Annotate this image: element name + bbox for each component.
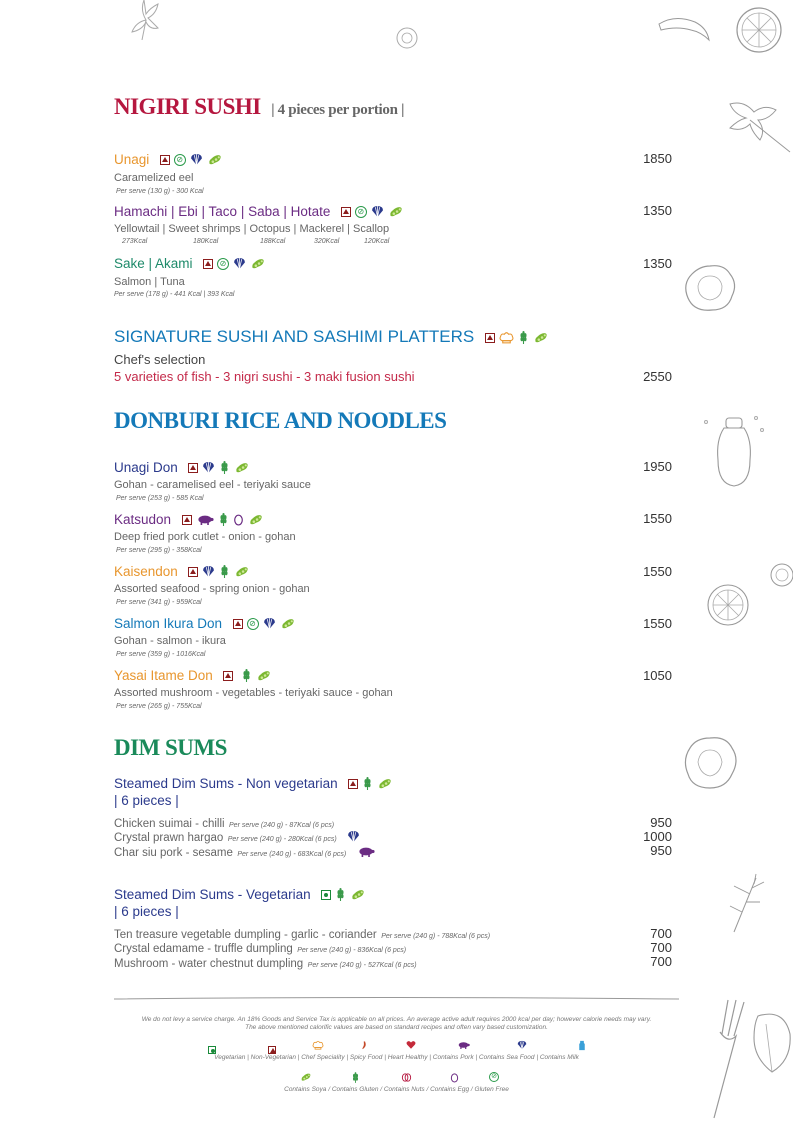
seafood-icon: [263, 617, 276, 630]
gluten-free-icon: ⊘: [489, 1072, 499, 1082]
item-description: Yellowtail | Sweet shrimps | Octopus | Mackerel | Scallop: [114, 223, 390, 235]
seafood-icon: [233, 257, 246, 270]
soya-icon: [377, 777, 393, 790]
chef-icon: [499, 331, 514, 344]
dimsums-nonveg-header: [114, 775, 393, 793]
dimsums-veg-header: [114, 886, 366, 904]
non-veg-icon: [348, 779, 358, 789]
chef-icon: [312, 1040, 324, 1050]
item-calories: Per serve (240 g) - 87Kcal (6 pcs): [229, 822, 335, 829]
spicy-icon: [360, 1040, 369, 1050]
item-calories: Per serve (240 g) - 527Kcal (6 pcs): [307, 962, 417, 969]
menu-item-kaisendon: [114, 563, 250, 581]
soya-icon: [280, 617, 296, 630]
nuts-icon: [401, 1072, 412, 1083]
item-name: Mushroom - water chestnut dumpling: [114, 958, 304, 970]
dimsums-nonveg-title: Steamed Dim Sums - Non vegetarian: [114, 776, 338, 791]
menu-item-sake-akami: [114, 255, 266, 273]
seafood-icon: [347, 830, 360, 843]
item-price: 1950: [643, 459, 672, 474]
egg-icon: [450, 1072, 459, 1083]
legend-icons-row-1: [0, 1040, 793, 1052]
item-name: Crystal edamame - truffle dumpling: [114, 943, 293, 955]
item-description: Gohan - salmon - ikura: [114, 635, 226, 647]
signature-section-header: [114, 327, 549, 347]
legend-labels-2: Contains Soya / Contains Gluten / Contains Nuts / Contains Egg / Gluten Free: [284, 1086, 509, 1093]
item-calories: Per serve (240 g) - 788Kcal (6 pcs): [381, 933, 491, 940]
non-veg-icon: [203, 259, 213, 269]
pepper-illustration-icon: [680, 262, 740, 314]
menu-item-yasai-itame-don: [114, 667, 272, 685]
nigiri-subtitle: | 4 pieces per portion |: [271, 102, 405, 118]
item-name: Hamachi | Ebi | Taco | Saba | Hotate: [114, 204, 331, 219]
footer-divider: [114, 996, 679, 1002]
chili-illustration-icon: [655, 10, 713, 46]
donburi-title: DONBURI RICE AND NOODLES: [114, 408, 447, 433]
item-name: Kaisendon: [114, 564, 178, 579]
non-veg-icon: [188, 567, 198, 577]
veg-icon: [321, 890, 331, 900]
item-calories: Per serve (178 g) - 441 Kcal | 393 Kcal: [114, 291, 235, 298]
item-calories: 273Kcal: [122, 238, 148, 245]
soya-icon: [533, 331, 549, 344]
non-veg-icon: [233, 619, 243, 629]
seafood-icon: [202, 565, 215, 578]
seafood-icon: [202, 461, 215, 474]
soya-icon: [248, 513, 264, 526]
item-description: Assorted mushroom - vegetables - teriyaki sauce - gohan: [114, 687, 393, 699]
item-calories: Per serve (265 g) - 755Kcal: [116, 703, 202, 710]
item-price: 1350: [643, 256, 672, 271]
signature-price: 2550: [643, 369, 672, 384]
item-name: Chicken suimai - chilli: [114, 818, 225, 830]
gluten-icon: [241, 669, 252, 682]
gluten-icon: [218, 513, 229, 526]
item-price: 1550: [643, 616, 672, 631]
item-name: Crystal prawn hargao: [114, 832, 224, 844]
veg-icon: [208, 1046, 216, 1054]
soya-icon: [350, 888, 366, 901]
item-name: Unagi: [114, 152, 150, 167]
gluten-icon: [219, 565, 230, 578]
seafood-icon: [371, 205, 384, 218]
pork-icon: [457, 1041, 470, 1049]
dill-illustration-icon: [726, 872, 770, 934]
non-veg-icon: [268, 1046, 276, 1054]
non-veg-icon: [160, 155, 170, 165]
item-calories: 180Kcal: [193, 238, 219, 245]
milk-icon: [578, 1040, 586, 1051]
soya-icon: [388, 205, 404, 218]
non-veg-icon: [485, 333, 495, 343]
non-veg-icon: [188, 463, 198, 473]
item-name: Yasai Itame Don: [114, 668, 213, 683]
soya-icon: [256, 669, 272, 682]
item-name: Katsudon: [114, 512, 172, 527]
pork-icon: [357, 846, 375, 857]
legend-icons-row-2: [0, 1072, 793, 1084]
pork-icon: [196, 514, 214, 525]
footer-note-2: The above mentioned calorific values are based on standard recipes and often vary based customization.: [245, 1024, 548, 1031]
item-calories: Per serve (240 g) - 836Kcal (6 pcs): [297, 947, 407, 954]
menu-item-katsudon: [114, 511, 264, 529]
item-price: 1850: [643, 151, 672, 166]
menu-item-unagi: [114, 151, 223, 169]
menu-item-hamachi: [114, 203, 404, 221]
item-name: Unagi Don: [114, 460, 178, 475]
item-price: 1050: [643, 668, 672, 683]
gluten-free-icon: ⊘: [355, 206, 367, 218]
seafood-icon: [517, 1040, 527, 1050]
item-calories: 320Kcal: [314, 238, 340, 245]
gluten-icon: [518, 331, 529, 344]
leaf-illustration-icon: [724, 96, 793, 156]
dimsums-veg-title: Steamed Dim Sums - Vegetarian: [114, 887, 311, 902]
menu-item-salmon-ikura-don: [114, 615, 296, 633]
non-veg-icon: [182, 515, 192, 525]
item-price: 700: [650, 926, 672, 941]
dimsum-item: [114, 843, 375, 861]
heart-icon: [406, 1040, 416, 1050]
gluten-icon: [335, 888, 346, 901]
gluten-icon: [351, 1072, 360, 1083]
nigiri-section-header: [114, 94, 404, 120]
item-calories: Per serve (130 g) - 300 Kcal: [116, 188, 204, 195]
item-calories: Per serve (240 g) - 683Kcal (6 pcs): [237, 851, 347, 858]
gluten-icon: [362, 777, 373, 790]
dimsums-nonveg-pieces: | 6 pieces |: [114, 793, 179, 808]
signature-line2: 5 varieties of fish - 3 nigri sushi - 3 maki fusion sushi: [114, 369, 415, 384]
item-price: 950: [650, 843, 672, 858]
item-calories: 188Kcal: [260, 238, 286, 245]
item-calories: Per serve (240 g) - 280Kcal (6 pcs): [227, 836, 337, 843]
gluten-free-icon: ⊘: [247, 618, 259, 630]
item-description: Gohan - caramelised eel - teriyaki sauce: [114, 479, 311, 491]
item-price: 700: [650, 940, 672, 955]
item-name: Ten treasure vegetable dumpling - garlic - coriander: [114, 929, 377, 941]
item-name: Sake | Akami: [114, 256, 193, 271]
non-veg-icon: [223, 671, 233, 681]
item-calories: Per serve (253 g) - 585 Kcal: [116, 495, 204, 502]
soya-icon: [207, 153, 223, 166]
item-description: Salmon | Tuna: [114, 276, 185, 288]
item-description: Caramelized eel: [114, 172, 194, 184]
item-price: 1000: [643, 829, 672, 844]
item-description: Assorted seafood - spring onion - gohan: [114, 583, 310, 595]
legend-labels-1: Vegetarian | Non-Vegetarian | Chef Speciality | Spicy Food | Heart Healthy | Contains Pork | Contains Sea Food | Contains Milk: [214, 1054, 579, 1061]
capsicum-illustration-icon: [680, 734, 742, 794]
signature-line1: Chef's selection: [114, 352, 206, 367]
dimsum-item: [114, 954, 417, 972]
salt-shaker-illustration-icon: [700, 410, 770, 490]
item-description: Deep fried pork cutlet - onion - gohan: [114, 531, 296, 543]
footer-note-1: We do not levy a service charge. An 18% Goods and Service Tax is applicable on all prices. An average active adult requires 2000 kcal per day; however calorie needs may vary.: [141, 1016, 652, 1023]
item-calories: Per serve (341 g) - 959Kcal: [116, 599, 202, 606]
item-price: 1550: [643, 511, 672, 526]
soya-icon: [234, 461, 250, 474]
gluten-icon: [219, 461, 230, 474]
item-price: 1350: [643, 203, 672, 218]
orange-slice-illustration-icon: [705, 582, 751, 628]
lemon-slice-illustration-icon: [733, 4, 785, 56]
soya-icon: [300, 1072, 312, 1082]
gluten-free-icon: ⊘: [174, 154, 186, 166]
item-calories: Per serve (295 g) - 358Kcal: [116, 547, 202, 554]
menu-item-unagi-don: [114, 459, 250, 477]
item-name: Salmon Ikura Don: [114, 616, 223, 631]
soya-icon: [250, 257, 266, 270]
egg-icon: [233, 513, 244, 526]
lime-slice-illustration-icon: [766, 560, 793, 590]
item-name: Char siu pork - sesame: [114, 847, 233, 859]
item-price: 1550: [643, 564, 672, 579]
tomato-illustration-icon: [393, 24, 421, 50]
item-price: 700: [650, 954, 672, 969]
seafood-icon: [190, 153, 203, 166]
dimsums-veg-pieces: | 6 pieces |: [114, 904, 179, 919]
herb-illustration-icon: [122, 0, 166, 40]
gluten-free-icon: ⊘: [217, 258, 229, 270]
item-calories: Per serve (359 g) - 1016Kcal: [116, 651, 206, 658]
non-veg-icon: [341, 207, 351, 217]
soya-icon: [234, 565, 250, 578]
signature-title: SIGNATURE SUSHI AND SASHIMI PLATTERS: [114, 327, 475, 346]
item-calories: 120Kcal: [364, 238, 390, 245]
nigiri-title: NIGIRI SUSHI: [114, 94, 261, 119]
item-price: 950: [650, 815, 672, 830]
dimsums-title: DIM SUMS: [114, 735, 227, 760]
